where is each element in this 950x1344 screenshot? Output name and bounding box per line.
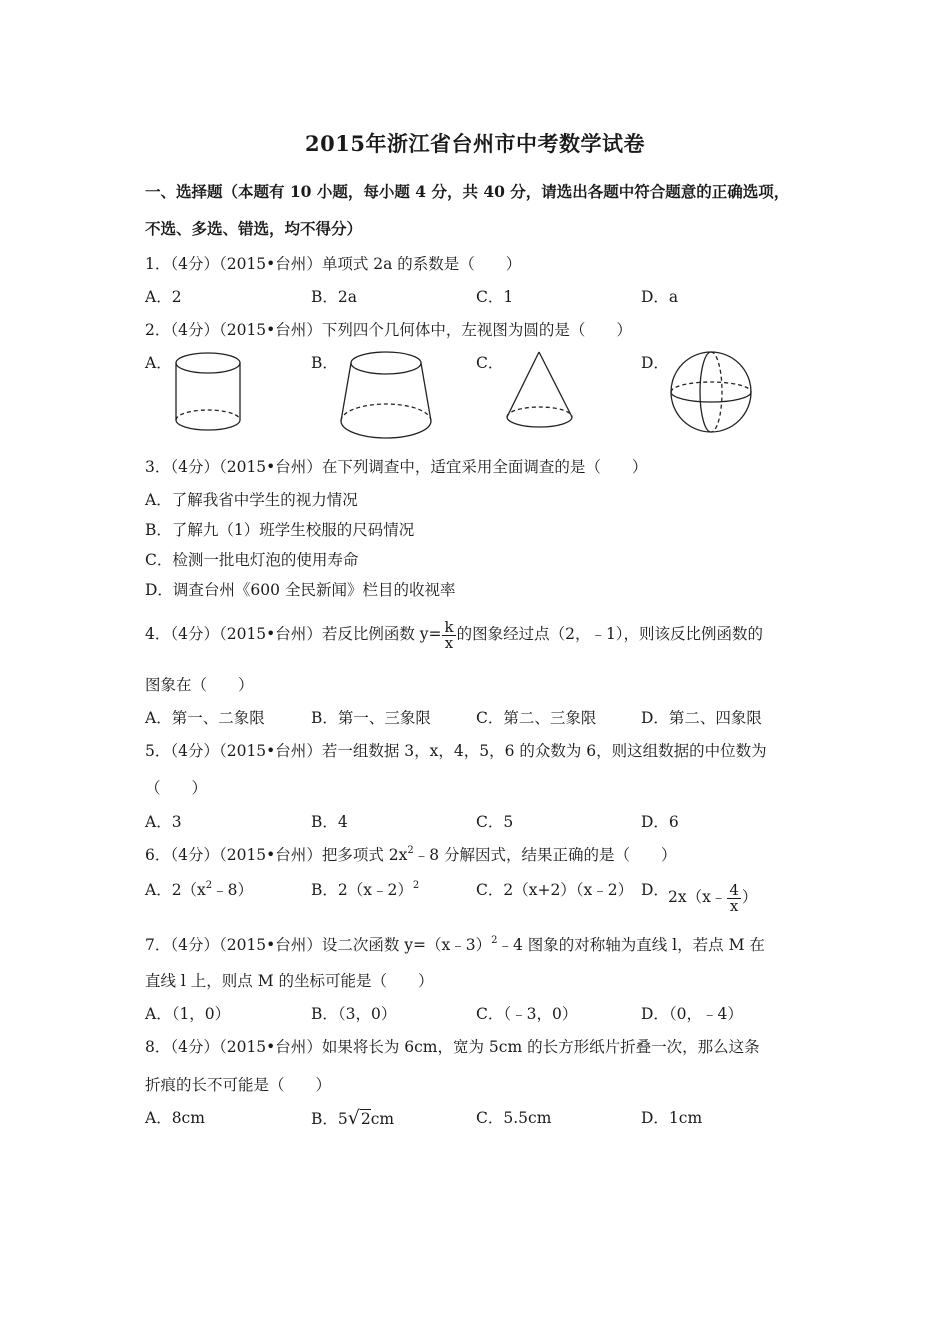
exam-title: 2015年浙江省台州市中考数学试卷 <box>305 131 645 156</box>
q6-option-a <box>145 880 253 900</box>
q8-option-c: C．5.5cm <box>476 1109 552 1127</box>
q7-stem-exponent: 2 <box>491 935 498 946</box>
q4-option-d: D．第二、四象限 <box>641 709 762 727</box>
q6-a-exponent: 2 <box>205 880 213 891</box>
q6-d-post: ） <box>741 888 758 906</box>
section-header-line1: 一、选择题（本题有 10 小题，每小题 4 分，共 40 分，请选出各题中符合题意的正确选项， <box>145 182 790 201</box>
q8-stem: 8．（4分）（2015•台州）如果将长为 6cm，宽为 5cm 的长方形纸片折叠一次，那么这条 <box>145 1038 760 1056</box>
q6-option-c: C．2（x+2）（x﹣2） <box>476 881 634 899</box>
q8-option-a: A．8cm <box>145 1109 205 1127</box>
cylinder-figure <box>170 348 250 438</box>
sqrt-symbol-icon: √ <box>347 1107 360 1129</box>
q2-option-a: A． <box>145 354 172 372</box>
sphere-figure <box>669 350 755 436</box>
q1-option-c: C．1 <box>476 288 514 306</box>
q4-option-a: A．第一、二象限 <box>145 709 265 727</box>
q1-option-d: D．a <box>641 288 679 306</box>
q4-stem-pre: 4．（4分）（2015•台州）若反比例函数 y= <box>145 625 442 643</box>
q4-option-b: B．第一、三象限 <box>311 709 431 727</box>
q7-option-d: D．（0，﹣4） <box>641 1005 743 1023</box>
q6-stem-post: ﹣8 分解因式，结果正确的是（ ） <box>413 846 677 864</box>
q6-a-post: ﹣8） <box>212 881 254 899</box>
q8-b-post: cm <box>370 1110 395 1128</box>
q5-stem-line2: （ ） <box>145 779 208 797</box>
q1-option-a: A．2 <box>145 288 182 306</box>
q1-option-b: B．2a <box>311 288 357 306</box>
q8-b-sqrt <box>348 1108 371 1129</box>
q2-option-b: B． <box>311 354 338 372</box>
q6-option-b <box>311 880 419 900</box>
q6-stem <box>145 845 677 865</box>
q8-b-pre: B．5 <box>311 1110 348 1128</box>
q6-b-exponent: 2 <box>412 880 420 891</box>
q3-stem: 3．（4分）（2015•台州）在下列调查中，适宜采用全面调查的是（ ） <box>145 458 648 476</box>
q5-option-d: D．6 <box>641 813 679 831</box>
q3-option-a: A．了解我省中学生的视力情况 <box>145 491 358 509</box>
frustum-figure <box>336 346 436 446</box>
q3-option-b: B．了解九（1）班学生校服的尺码情况 <box>145 521 415 539</box>
q1-stem: 1．（4分）（2015•台州）单项式 2a 的系数是（ ） <box>145 255 522 273</box>
q8-option-b <box>311 1108 394 1129</box>
q6-d-fraction <box>727 880 741 915</box>
q7-stem-post: ﹣4 图象的对称轴为直线 l，若点 M 在 <box>497 936 765 954</box>
q7-option-a: A．（1，0） <box>145 1005 231 1023</box>
q4-stem-post: 的图象经过点（2，﹣1），则该反比例函数的 <box>456 625 764 643</box>
q5-stem: 5．（4分）（2015•台州）若一组数据 3，x，4，5，6 的众数为 6，则这组数据的中位数为 <box>145 742 767 760</box>
q7-option-b: B．（3，0） <box>311 1005 397 1023</box>
q6-b-pre: B．2（x﹣2） <box>311 881 413 899</box>
q6-option-d <box>668 880 757 914</box>
q4-frac-den: x <box>444 633 454 652</box>
q2-option-d: D． <box>641 354 669 372</box>
q6-a-pre: A．2（x <box>145 881 206 899</box>
q6-d-pre: 2x（x﹣ <box>668 888 727 906</box>
q4-frac-num: k <box>444 617 454 636</box>
q5-option-c: C．5 <box>476 813 514 831</box>
q4-stem-line2: 图象在（ ） <box>145 676 254 694</box>
section-header-line2: 不选、多选、错选，均不得分） <box>145 219 363 238</box>
q5-option-a: A．3 <box>145 813 182 831</box>
q8-b-radicand: 2 <box>360 1110 371 1128</box>
q6-stem-exponent: 2 <box>407 845 414 856</box>
q7-stem-pre: 7．（4分）（2015•台州）设二次函数 y=（x﹣3） <box>145 936 492 954</box>
q6-d-frac-num: 4 <box>729 880 739 899</box>
q3-option-d: D．调查台州《600 全民新闻》栏目的收视率 <box>145 581 456 599</box>
q2-option-c: C． <box>476 354 504 372</box>
q7-stem-line2: 直线 l 上，则点 M 的坐标可能是（ ） <box>145 972 434 990</box>
q6-d-frac-den: x <box>729 896 739 915</box>
q8-option-d: D．1cm <box>641 1109 703 1127</box>
q7-stem <box>145 935 765 955</box>
q5-option-b: B．4 <box>311 813 348 831</box>
q3-option-c: C．检测一批电灯泡的使用寿命 <box>145 551 359 569</box>
q2-stem: 2．（4分）（2015•台州）下列四个几何体中，左视图为圆的是（ ） <box>145 321 632 339</box>
q6-option-d-label: D． <box>641 881 669 899</box>
cone-figure <box>502 350 577 435</box>
q4-option-c: C．第二、三象限 <box>476 709 597 727</box>
q4-stem <box>145 617 763 651</box>
q4-fraction <box>442 617 455 652</box>
q7-option-c: C．（﹣3，0） <box>476 1005 578 1023</box>
q8-stem-line2: 折痕的长不可能是（ ） <box>145 1076 332 1094</box>
q6-stem-pre: 6．（4分）（2015•台州）把多项式 2x <box>145 846 408 864</box>
